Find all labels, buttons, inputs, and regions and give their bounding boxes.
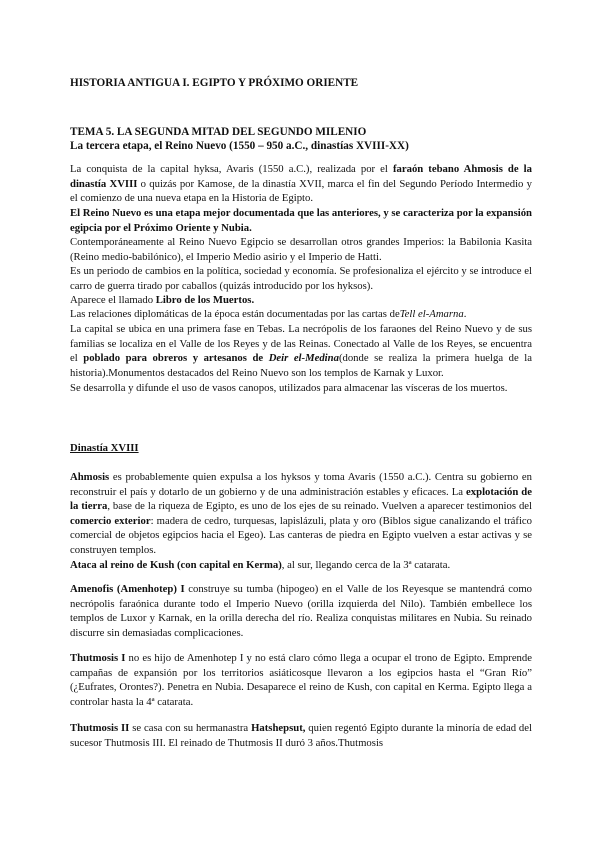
intro-paragraph-4: Es un periodo de cambios en la política, sociedad y economía. Se profesionaliza el ejército y se introduce el carro de guerra tirado por caballos (quizás introducido por los hyksos). xyxy=(70,265,532,292)
intro-paragraph-1: La conquista de la capital hyksa, Avaris (1550 a.C.), realizada por el faraón tebano Ahmosis de la dinastía XVIII o quizás por Kamose, de la dinastía XVII, marca el fin del Segundo Período Intermedio y el comienzo de una nueva etapa en la Historia de Egipto. xyxy=(70,163,532,205)
intro-paragraph-3: Contemporáneamente al Reino Nuevo Egipcio se desarrollan otros grandes Imperios: la Babilonia Kasita (Reino medio-babilónico), el Imperio Medio asirio y el Imperio de Hatti. xyxy=(70,236,532,263)
ahmosis-paragraph: Ahmosis es probablemente quien expulsa a los hyksos y toma Avaris (1550 a.C.). Centra su gobierno en reconstruir el país y dotarlo de un gobierno y de una administración estables y eficaces. La explotación de la tierra, base de la riqueza de Egipto, es uno de los ejes de su reinado. Vuelven a aparecer testimonios del comercio exterior: madera de cedro, turquesas, lapislázuli, plata y oro (Biblos sigue canalizando el tráfico comercial de objetos egipcios hacia el Egeo). Las canteras de piedra en Egipto vuelven a estar activas y se construyen templos. Ataca al reino de Kush (con capital en Kerma), al sur, llegando cerca de la 3ª catarata. xyxy=(70,471,533,571)
thutmosis2-paragraph: Thutmosis II se casa con su hermanastra Hatshepsut, quien regentó Egipto durante la minoría de edad del sucesor Thutmosis III. El reinado de Thutmosis II duró 3 años.Thutmosis xyxy=(70,722,532,749)
document-title: HISTORIA ANTIGUA I. EGIPTO Y PRÓXIMO ORIENTE xyxy=(70,77,359,89)
dynasty-heading: Dinastía XVIII xyxy=(70,442,139,454)
intro-paragraph-8: Se desarrolla y difunde el uso de vasos canopos, utilizados para almacenar las vísceras de los muertos. xyxy=(70,382,508,394)
intro-paragraph-5: Aparece el llamado Libro de los Muertos. xyxy=(70,294,255,306)
intro-paragraph-2: El Reino Nuevo es una etapa mejor documentada que las anteriores, y se caracteriza por la expansión egipcia por el Próximo Oriente y Nubia. xyxy=(70,207,532,234)
amenofis-paragraph: Amenofis (Amenhotep) I construye su tumba (hipogeo) en el Valle de los Reyesque se mantendrá como necrópolis faraónica durante todo el Imperio Nuevo (orilla izquierda del Nilo). También embellece los templos de Luxor y Karnak, en la orilla derecha del río. Realiza conquistas militares en Nubia. Su reinado discurre sin demasiadas complicaciones. xyxy=(70,583,532,639)
intro-paragraph-6: Las relaciones diplomáticas de la época están documentadas por las cartas deTell el-Amarna. xyxy=(70,308,467,320)
thutmosis1-paragraph: Thutmosis I no es hijo de Amenhotep I y no está claro cómo llega a ocupar el trono de Egipto. Emprende campañas de expansión por los territorios asiáticosque llevaron a los egipcios hasta el “Gran Río” (¿Eufrates, Orontes?). Penetra en Nubia. Desaparece el reino de Kush, con capital en Kerma. Egipto llega a controlar hasta la 4ª catarata. xyxy=(70,652,532,708)
section-subtitle: La tercera etapa, el Reino Nuevo (1550 – 950 a.C., dinastías XVIII-XX) xyxy=(70,140,409,152)
section-heading xyxy=(70,125,409,153)
intro-paragraph-7: La capital se ubica en una primera fase en Tebas. La necrópolis de los faraones del Reino Nuevo y de sus familias se localiza en el Valle de los Reyes y de las Reinas. Conectado al Valle de los Reyes, se encuentra el poblado para obreros y artesanos de Deir el-Medina(donde se realiza la primera huelga de la historia).Monumentos destacados del Reino Nuevo son los templos de Karnak y Luxor. xyxy=(70,323,532,379)
section-title: TEMA 5. LA SEGUNDA MITAD DEL SEGUNDO MILENIO xyxy=(70,126,367,138)
